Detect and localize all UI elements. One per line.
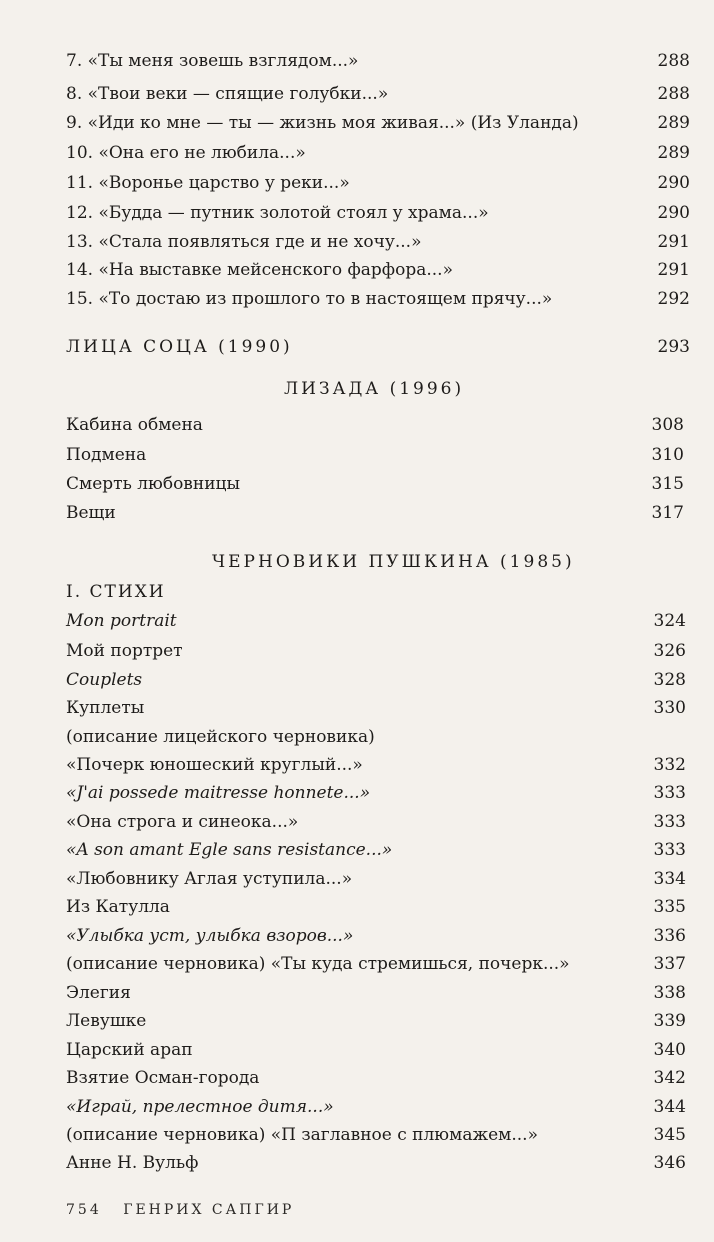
entry-page: 335 [653, 897, 686, 917]
toc-entry [66, 1006, 686, 1036]
entry-title: Couplets [66, 670, 143, 690]
entry-title: Вещи [66, 503, 116, 523]
entry-title: Подмена [66, 445, 147, 465]
entry-page: 326 [653, 641, 686, 661]
toc-entry [66, 255, 690, 285]
toc-entry [66, 227, 690, 257]
running-author: ГЕНРИХ САПГИР [123, 1202, 295, 1218]
entry-page: 338 [653, 983, 686, 1003]
entry-title: 12. «Будда — путник золотой стоял у храма...» [66, 203, 489, 223]
toc-entry [66, 978, 686, 1008]
entry-page: 333 [653, 812, 686, 832]
toc-entry [66, 168, 690, 198]
entry-title: 14. «На выставке мейсенского фарфора...» [66, 260, 453, 280]
entry-title: (описание черновика) «Ты куда стремишься, почерк...» [66, 954, 570, 974]
section-title: ЛИЦА СОЦА (1990) [66, 337, 293, 357]
entry-title: Mon portrait [66, 611, 177, 631]
entry-page: 333 [653, 783, 686, 803]
folio-page-number: 754 [66, 1202, 102, 1218]
entry-page: 290 [657, 203, 690, 223]
entry-title: Анне Н. Вульф [66, 1153, 199, 1173]
toc-entry [66, 693, 686, 723]
entry-title: Смерть любовницы [66, 474, 241, 494]
entry-title: 10. «Она его не любила...» [66, 143, 306, 163]
toc-entry [66, 1120, 686, 1150]
toc-entry [66, 1035, 686, 1065]
entry-page: 339 [653, 1011, 686, 1031]
entry-page: 291 [657, 260, 690, 280]
entry-page: 345 [653, 1125, 686, 1145]
toc-entry [66, 606, 686, 636]
toc-entry [66, 665, 686, 695]
entry-title: «A son amant Egle sans resistance...» [66, 840, 393, 860]
entry-page: 337 [653, 954, 686, 974]
entry-page: 330 [653, 698, 686, 718]
toc-entry [66, 138, 690, 168]
entry-title: Из Катулла [66, 897, 170, 917]
toc-entry [66, 108, 690, 138]
toc-entry [66, 440, 684, 470]
entry-title: Мой портрет [66, 641, 183, 661]
entry-title: 7. «Ты меня зовешь взглядом...» [66, 51, 359, 71]
toc-entry [66, 807, 686, 837]
toc-entry [66, 921, 686, 951]
entry-title: «Почерк юношеский круглый...» [66, 755, 363, 775]
entry-title: 15. «То достаю из прошлого то в настоящем прячу...» [66, 289, 553, 309]
toc-entry [66, 1092, 686, 1122]
entry-page: 317 [651, 503, 684, 523]
entry-page: 289 [657, 113, 690, 133]
toc-entry [66, 410, 684, 440]
entry-title: «Любовнику Аглая уступила...» [66, 869, 353, 889]
toc-entry [66, 892, 686, 922]
toc-entry [66, 198, 690, 228]
running-footer [66, 1195, 294, 1225]
toc-entry [66, 469, 684, 499]
entry-page: 328 [653, 670, 686, 690]
entry-title: (описание черновика) «П заглавное с плюмажем...» [66, 1125, 538, 1145]
toc-entry [66, 636, 686, 666]
entry-page: 342 [653, 1068, 686, 1088]
entry-page: 292 [657, 289, 690, 309]
entry-page: 315 [651, 474, 684, 494]
toc-entry [66, 1148, 686, 1178]
entry-title: «J'ai possede maitresse honnete...» [66, 783, 371, 803]
section-title: ЛИЗАДА (1996) [284, 379, 465, 399]
entry-title: Кабина обмена [66, 415, 203, 435]
section-title: ЧЕРНОВИКИ ПУШКИНА (1985) [212, 552, 575, 572]
subsection-heading: I. СТИХИ [66, 582, 166, 602]
entry-title: 13. «Стала появляться где и не хочу...» [66, 232, 422, 252]
entry-page: 293 [657, 337, 690, 357]
section-heading-lizada [0, 374, 714, 404]
entry-page: 334 [653, 869, 686, 889]
toc-entry [66, 284, 690, 314]
section-heading-chernoviki [0, 547, 714, 577]
entry-title: «Улыбка уст, улыбка взоров...» [66, 926, 354, 946]
entry-title: Левушке [66, 1011, 147, 1031]
toc-entry [66, 949, 686, 979]
entry-title: «Она строга и синеока...» [66, 812, 299, 832]
toc-entry [66, 864, 686, 894]
entry-page: 289 [657, 143, 690, 163]
entry-title: Царский арап [66, 1040, 193, 1060]
entry-page: 333 [653, 840, 686, 860]
entry-page: 308 [651, 415, 684, 435]
entry-page: 344 [653, 1097, 686, 1117]
entry-title: Элегия [66, 983, 131, 1003]
entry-page: 291 [657, 232, 690, 252]
entry-page: 288 [657, 84, 690, 104]
toc-entry [66, 46, 690, 76]
toc-entry [66, 835, 686, 865]
entry-title: «Играй, прелестное дитя...» [66, 1097, 334, 1117]
toc-entry [66, 1063, 686, 1093]
section-heading-litsa [66, 332, 690, 362]
entry-page: 346 [653, 1153, 686, 1173]
entry-title: 9. «Иди ко мне — ты — жизнь моя живая...» (Из Уланда) [66, 113, 579, 133]
entry-page: 340 [653, 1040, 686, 1060]
entry-title: 11. «Воронье царство у реки...» [66, 173, 350, 193]
toc-entry [66, 498, 684, 528]
entry-page: 290 [657, 173, 690, 193]
toc-entry [66, 79, 690, 109]
entry-page: 324 [653, 611, 686, 631]
entry-page: 288 [657, 51, 690, 71]
toc-entry [66, 722, 686, 752]
entry-page: 332 [653, 755, 686, 775]
toc-entry [66, 750, 686, 780]
entry-page: 310 [651, 445, 684, 465]
entry-title: Взятие Осман-города [66, 1068, 260, 1088]
toc-entry [66, 778, 686, 808]
entry-title: 8. «Твои веки — спящие голубки...» [66, 84, 389, 104]
entry-page: 336 [653, 926, 686, 946]
entry-title: Куплеты [66, 698, 145, 718]
entry-title: (описание лицейского черновика) [66, 727, 375, 747]
